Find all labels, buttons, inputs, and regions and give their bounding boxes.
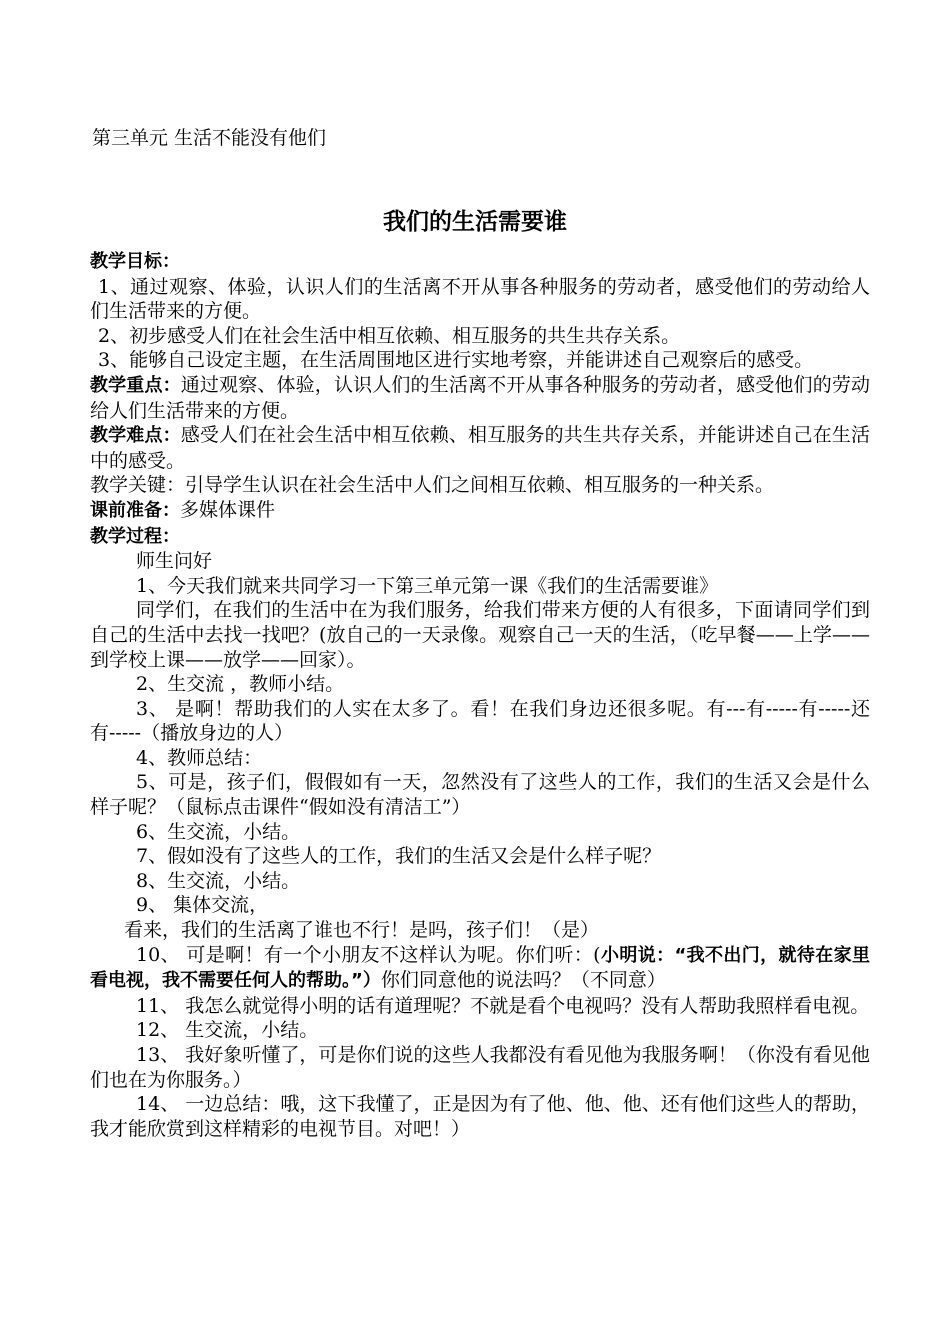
lesson-title: 我们的生活需要谁	[383, 209, 567, 235]
process-step: 12、 生交流，小结。	[136, 1019, 319, 1042]
process-step: 3、 是啊！帮助我们的人实在太多了。看！在我们身边还很多呢。有---有-----有-----还有-----（播放身边的人）	[90, 697, 870, 745]
preparation-text: 多媒体课件	[180, 498, 276, 521]
process-step: 2、生交流 ，教师小结。	[136, 673, 345, 696]
process-step: 8、生交流，小结。	[136, 869, 301, 892]
process-step: 7、假如没有了这些人的工作，我们的生活又会是什么样子呢？	[136, 845, 662, 868]
process-step: 11、 我怎么就觉得小明的话有道理呢？不就是看个电视吗？没有人帮助我照样看电视。	[136, 994, 870, 1017]
objective-item: 2、初步感受人们在社会生活中相互依赖、相互服务的共生共存关系。	[98, 324, 681, 347]
process-step: 1、今天我们就来共同学习一下第三单元第一课《我们的生活需要谁》	[136, 574, 719, 597]
key-points-label: 教学重点：	[90, 374, 181, 396]
step-10-question: 你们同意他的说法吗？（不同意）	[380, 969, 666, 992]
step-10-text: 10、 可是啊！有一个小朋友不这样认为呢。你们听：(	[136, 943, 601, 966]
preparation	[90, 498, 870, 524]
objective-item: 1、通过观察、体验，认识人们的生活离不开从事各种服务的劳动者，感受他们的劳动给人们生活带来的方便。	[90, 275, 870, 323]
difficulties-label: 教学难点：	[90, 425, 181, 447]
process-step: 9、 集体交流，	[136, 894, 269, 917]
process-label	[90, 524, 870, 550]
process-step	[90, 943, 870, 994]
process-heading: 教学过程：	[90, 525, 180, 547]
key-points	[90, 373, 870, 423]
process-step: 5、可是，孩子们，假假如有一天，忽然没有了这些人的工作，我们的生活又会是什么样子呢？（鼠标点击课件“假如没有清洁工”）	[90, 771, 870, 819]
process-step: 师生问好	[136, 550, 213, 573]
process-step: 6、生交流，小结。	[136, 820, 301, 843]
step-10-quote: 小明说：“我不出门，就待在家里看电视，我不需要任何人的帮助。”）	[90, 944, 870, 992]
objectives-heading: 教学目标：	[90, 251, 180, 272]
process-step: 看来，我们的生活离了谁也不行！是吗，孩子们！（是）	[124, 919, 600, 942]
process-step: 4、教师总结：	[136, 746, 263, 769]
difficulties-text: 感受人们在社会生活中相互依赖、相互服务的共生共存关系，并能讲述自己在生活中的感受。	[90, 424, 870, 472]
process-step: 14、 一边总结：哦，这下我懂了，正是因为有了他、他、他、还有他们这些人的帮助，我才能欣赏到这样精彩的电视节目。对吧！）	[90, 1093, 870, 1140]
process-step: 同学们，在我们的生活中在为我们服务，给我们带来方便的人有很多，下面请同学们到自己的生活中去找一找吧？(放自己的一天录像。观察自己一天的生活，（吃早餐——上学——到学校上课——放学——回家）。	[90, 599, 870, 671]
teaching-key: 教学关键：引导学生认识在社会生活中人们之间相互依赖、相互服务的一种关系。	[90, 474, 775, 497]
difficulties	[90, 423, 870, 473]
key-points-text: 通过观察、体验，认识人们的生活离不开从事各种服务的劳动者，感受他们的劳动给人们生活带来的方便。	[90, 373, 870, 422]
lesson-body	[90, 249, 870, 1141]
preparation-label: 课前准备：	[90, 499, 180, 521]
unit-heading: 第三单元 生活不能没有他们	[92, 127, 327, 149]
process-step: 13、 我好象听懂了，可是你们说的这些人我都没有看见他为我服务啊！（你没有看见他们也在为你服务。）	[90, 1044, 870, 1091]
objective-item: 3、能够自己设定主题，在生活周围地区进行实地考察，并能讲述自己观察后的感受。	[98, 349, 814, 372]
objectives-label	[90, 249, 870, 275]
